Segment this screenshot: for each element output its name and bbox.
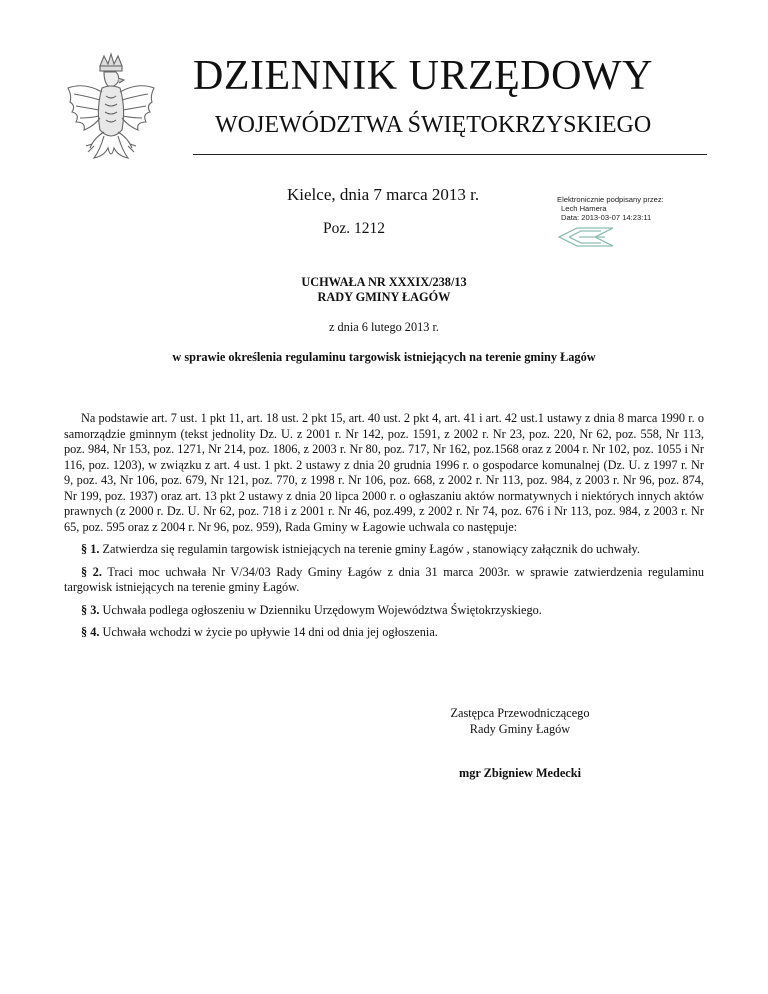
section-4-text: Uchwała wchodzi w życie po upływie 14 dni od dnia jej ogłoszenia. — [99, 625, 438, 639]
journal-title: DZIENNIK URZĘDOWY — [193, 53, 653, 99]
signature-logo-icon — [557, 226, 617, 248]
journal-subtitle: WOJEWÓDZTWA ŚWIĘTOKRZYSKIEGO — [215, 112, 652, 138]
signatory-name: mgr Zbigniew Medecki — [458, 766, 582, 780]
publication-dateline: Kielce, dnia 7 marca 2013 r. — [287, 185, 480, 204]
section-2-text: Traci moc uchwała Nr V/34/03 Rady Gminy Łagów z dnia 31 marca 2003r. w sprawie zatwierdzenia regulaminu targowisk istniejących na terenie gminy Łagów. — [64, 564, 704, 594]
publication-position: Poz. 1212 — [323, 220, 385, 237]
section-3-label: § 3. — [81, 602, 100, 617]
resolution-subject: w sprawie określenia regulaminu targowisk istniejących na terenie gminy Łagów — [172, 350, 596, 364]
preamble-paragraph: Na podstawie art. 7 ust. 1 pkt 11, art. 18 ust. 2 pkt 15, art. 40 ust. 2 pkt 4, art. 41 i art. 42 ust.1 ustawy z dnia 8 marca 1990 r. o samorządzie gminnym (tekst jednolity Dz. U. z 2001 r. Nr 142, poz. 1591, z 2002 r. Nr 23, poz. 220, Nr 62, poz. 558, Nr 113, poz. 984, Nr 153, poz. 1271, Nr 214, poz. 1806, z 2003 r. Nr 80, poz. 717, Nr 162, poz.1568 oraz z 2004 r. Nr 102, poz. 1055 i Nr 116, poz. 1203), w związku z art. 4 ust. 1 pkt. 2 ustawy z dnia 20 grudnia 1996 r. o gospodarce komunalnej (Dz. U. z 1997 r. Nr 9, poz. 43, Nr 106, poz. 679, Nr 121, poz. 770, z 1998 r. Nr 106, poz. 668, z 2002 r. Nr 113, poz. 984, z 2003 r. Nr 96, poz. 874, Nr 199, poz. 1937) oraz art. 13 pkt 2 ustawy z dnia 20 lipca 2000 r. o ogłaszaniu aktów normatywnych i niektórych innych aktów prawnych (z 2000 r. Dz. U. Nr 62, poz. 718 i z 2001 r. Nr 46, poz.499, z 2002 r. Nr 74, poz. 676 i Nr 113, poz. 984, z 2003 r. Nr 65, poz. 595 oraz z 2004 r. Nr 96, poz. 959), Rada Gminy w Łagowie uchwala co następuje: — [64, 411, 704, 534]
signature-signer: Lech Hamera — [561, 204, 607, 213]
resolution-number: UCHWAŁA NR XXXIX/238/13 — [301, 275, 467, 289]
section-2-label: § 2. — [81, 564, 103, 579]
signatory-block — [420, 706, 620, 737]
section-3-text: Uchwała podlega ogłoszeniu w Dzienniku Urzędowym Województwa Świętokrzyskiego. — [99, 602, 542, 617]
section-4-label: § 4. — [81, 625, 100, 639]
section-4 — [64, 625, 704, 641]
section-3 — [64, 603, 704, 619]
section-1-label: § 1. — [81, 542, 100, 556]
resolution-body — [64, 411, 704, 648]
section-1-text: Zatwierdza się regulamin targowisk istniejących na terenie gminy Łagów , stanowiący załącznik do uchwały. — [99, 542, 640, 556]
signatory-role-line2: Rady Gminy Łagów — [469, 721, 571, 736]
resolution-date: z dnia 6 lutego 2013 r. — [329, 320, 439, 334]
section-1 — [64, 542, 704, 558]
signatory-role-line1: Zastępca Przewodniczącego — [450, 706, 590, 720]
section-2 — [64, 565, 704, 596]
signature-date: Data: 2013-03-07 14:23:11 — [561, 213, 652, 222]
resolution-council: RADY GMINY ŁAGÓW — [317, 290, 451, 304]
signature-label: Elektronicznie podpisany przez: — [557, 195, 664, 204]
polish-eagle-emblem-icon — [64, 52, 158, 172]
header-divider — [193, 154, 707, 155]
